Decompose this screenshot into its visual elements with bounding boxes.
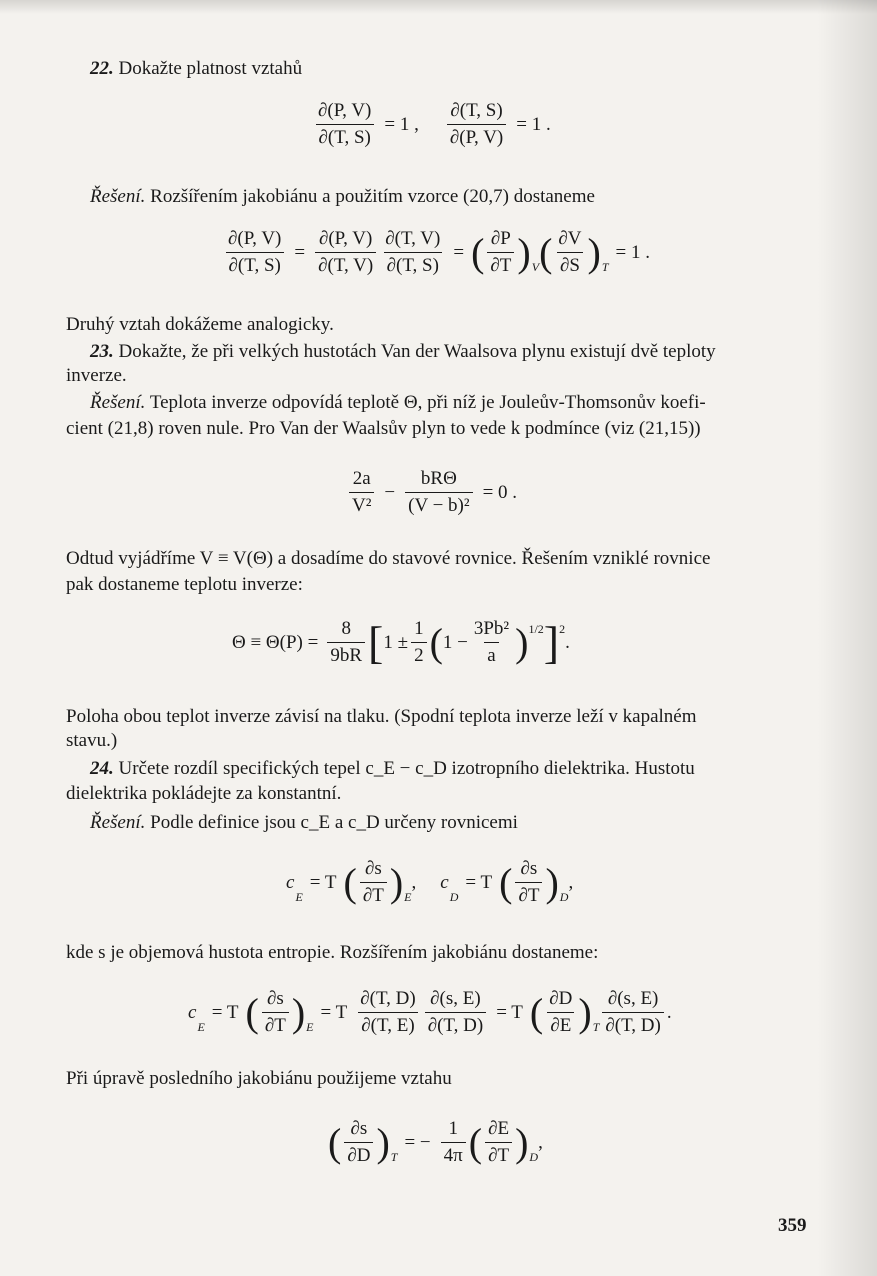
numerator: 1 [414, 618, 424, 639]
left-bracket: [ [368, 616, 384, 668]
solution-label: Řešení. [90, 186, 146, 207]
exponent: 1/2 [528, 622, 544, 636]
numerator: ∂E [488, 1118, 510, 1139]
numerator: 3Pb² [473, 618, 510, 639]
comma: , [568, 871, 574, 893]
right-paren: ) [291, 989, 306, 1035]
left-paren: ( [429, 619, 443, 665]
numerator: ∂V [558, 228, 582, 249]
right-paren: ) [376, 1119, 390, 1165]
period: . [565, 631, 570, 653]
left-paren: ( [471, 229, 485, 275]
right-paren: ) [545, 859, 559, 905]
paragraph-text: Odtud vyjádříme V ≡ V(Θ) a dosadíme do stavové rovnice. Řešením vzniklé rovnice [66, 548, 711, 569]
page-edge-shadow [817, 0, 877, 1276]
paragraph-text: Poloha obou teplot inverze závisí na tlaku. (Spodní teplota inverze leží v kapalném [66, 706, 697, 727]
equation-rhs: = 0 . [482, 481, 518, 503]
denominator: ∂T [262, 1012, 289, 1037]
fraction [349, 468, 374, 517]
numerator: ∂(s, E) [430, 988, 481, 1009]
solution-label: Řešení. [90, 812, 146, 833]
solution-text: Podle definice jsou c_E a c_D určeny rovnicemi [150, 812, 518, 833]
equation-lhs: Θ ≡ Θ(P) = [232, 631, 319, 653]
page-top-shadow [0, 0, 877, 14]
problem-24-text-cont: dielektrika pokládejte za konstantní. [66, 783, 342, 804]
left-paren: ( [529, 989, 544, 1035]
numerator: 1 [448, 1118, 458, 1139]
symbol: c [440, 871, 449, 893]
fraction [344, 1118, 373, 1167]
equation-22-2 [222, 228, 657, 277]
numerator: ∂(T, D) [360, 988, 416, 1009]
solution-text-cont: cient (21,8) roven nule. Pro Van der Waalsův plyn to vede k podmínce (viz (21,15)) [66, 418, 701, 439]
problem-24-solution [90, 812, 518, 834]
right-bracket: ] [543, 616, 560, 668]
fraction [515, 858, 542, 907]
equation-23-1 [346, 468, 524, 517]
equation-24-3 [328, 1118, 543, 1167]
equation-24-1 [286, 858, 573, 907]
problem-22-solution [90, 186, 595, 208]
problem-23-text: Dokažte, že při velkých hustotách Van der Waalsova plynu existují dvě teploty [118, 341, 716, 362]
subscript: T [601, 260, 609, 274]
denominator: ∂T [485, 1142, 512, 1167]
paragraph-text: Při úpravě posledního jakobiánu použijeme vztahu [66, 1068, 452, 1089]
subscript: V [531, 260, 540, 274]
subscript: D [449, 890, 459, 904]
denominator: ∂(P, V) [447, 124, 506, 149]
denominator: (V − b)² [405, 492, 472, 517]
numerator: ∂s [350, 1118, 368, 1139]
right-paren: ) [587, 229, 601, 275]
fraction [357, 988, 418, 1037]
numerator: ∂D [549, 988, 573, 1009]
equals-sign: = T [465, 871, 493, 893]
equals-sign: = T [496, 1001, 523, 1023]
left-paren: ( [499, 859, 513, 905]
numerator: ∂s [364, 858, 382, 879]
equation-22-1 [312, 100, 558, 149]
numerator: ∂(P, V) [318, 228, 373, 249]
fraction [471, 618, 512, 667]
comma: , [538, 1131, 543, 1153]
numerator: ∂P [490, 228, 511, 249]
fraction [425, 988, 486, 1037]
subscript: E [197, 1020, 205, 1034]
left-paren: ( [245, 989, 259, 1035]
denominator: ∂(T, S) [226, 252, 284, 277]
right-paren: ) [515, 619, 529, 665]
numerator: 8 [341, 618, 351, 639]
subscript: E [404, 890, 412, 904]
right-paren: ) [389, 859, 404, 905]
subscript: T [390, 1150, 398, 1164]
minus-sign: − [384, 481, 396, 503]
denominator: ∂(T, S) [384, 252, 442, 277]
fraction [555, 228, 584, 277]
solution-text: Rozšířením jakobiánu a použitím vzorce (20,7) dostaneme [150, 186, 595, 207]
denominator: 2 [411, 642, 427, 667]
fraction [441, 1118, 466, 1167]
denominator: a [484, 642, 498, 667]
denominator: ∂S [557, 252, 583, 277]
equation-rhs: = 1 , [384, 113, 419, 135]
fraction [411, 618, 427, 667]
numerator: ∂(P, V) [228, 228, 282, 249]
fraction [546, 988, 575, 1037]
problem-23-solution [90, 392, 706, 414]
denominator: ∂T [360, 882, 387, 907]
numerator: ∂s [266, 988, 284, 1009]
denominator: 9bR [327, 642, 365, 667]
problem-22-number: 22. [90, 58, 114, 79]
paragraph-text: stavu.) [66, 730, 118, 751]
problem-22-heading [90, 58, 302, 80]
equation-rhs: = 1 . [615, 241, 651, 263]
denominator: ∂(T, E) [358, 1012, 417, 1037]
denominator: 4π [441, 1142, 466, 1167]
left-paren: ( [328, 1119, 342, 1165]
problem-24-text: Určete rozdíl specifických tepel c_E − c_D izotropního dielektrika. Hustotu [118, 758, 695, 779]
fraction [225, 228, 284, 277]
exponent: 2 [559, 622, 566, 636]
problem-23-text-cont: inverze. [66, 365, 127, 386]
numerator: ∂s [520, 858, 538, 879]
subscript: E [295, 890, 303, 904]
right-paren: ) [517, 229, 531, 275]
numerator: ∂(P, V) [318, 100, 372, 121]
numerator: ∂(T, S) [450, 100, 503, 121]
problem-22-closing: Druhý vztah dokážeme analogicky. [66, 314, 334, 335]
denominator: ∂(T, D) [425, 1012, 486, 1037]
denominator: ∂T [487, 252, 514, 277]
term: 1 ± [383, 631, 409, 653]
right-paren: ) [515, 1119, 529, 1165]
denominator: ∂(T, V) [315, 252, 376, 277]
fraction [602, 988, 663, 1037]
problem-23-heading [90, 341, 716, 363]
solution-label: Řešení. [90, 392, 146, 413]
fraction [447, 100, 506, 149]
term: 1 − [442, 631, 468, 653]
subscript: D [529, 1150, 539, 1164]
equals-sign: = T [211, 1001, 239, 1023]
fraction [485, 1118, 512, 1167]
period: . [666, 1001, 672, 1023]
denominator: ∂(T, S) [316, 124, 374, 149]
fraction [315, 100, 374, 149]
equals-sign: = − [404, 1131, 431, 1153]
solution-text: Teplota inverze odpovídá teplotě Θ, při níž je Jouleův-Thomsonův koefi- [149, 392, 706, 413]
equals-sign: = T [320, 1001, 348, 1023]
problem-23-number: 23. [90, 341, 114, 362]
equals-sign: = [453, 241, 465, 263]
numerator: ∂(T, V) [385, 228, 441, 249]
equals-sign: = [294, 241, 306, 263]
left-paren: ( [343, 859, 357, 905]
comma: , [411, 871, 417, 893]
equation-24-2 [188, 988, 672, 1037]
page-number: 359 [778, 1215, 807, 1236]
fraction [327, 618, 365, 667]
subscript: E [306, 1020, 314, 1034]
paragraph-text: kde s je objemová hustota entropie. Rozšířením jakobiánu dostaneme: [66, 942, 599, 963]
denominator: V² [349, 492, 374, 517]
left-paren: ( [468, 1119, 483, 1165]
fraction [315, 228, 376, 277]
subscript: T [592, 1020, 600, 1034]
problem-22-text: Dokažte platnost vztahů [118, 58, 303, 79]
numerator: 2a [352, 468, 371, 489]
symbol: c [286, 871, 295, 893]
paragraph-text: pak dostaneme teplotu inverze: [66, 574, 303, 595]
problem-24-heading [90, 758, 695, 780]
equation-23-2 [232, 618, 570, 667]
equals-sign: = T [309, 871, 337, 893]
equation-rhs: = 1 . [516, 113, 551, 135]
fraction [405, 468, 472, 517]
fraction [360, 858, 387, 907]
fraction [262, 988, 289, 1037]
denominator: ∂T [515, 882, 542, 907]
denominator: ∂E [547, 1012, 574, 1037]
subscript: D [559, 890, 569, 904]
right-paren: ) [578, 989, 592, 1035]
numerator: ∂(s, E) [607, 988, 659, 1009]
denominator: ∂D [344, 1142, 373, 1167]
fraction [487, 228, 514, 277]
symbol: c [188, 1001, 197, 1023]
fraction [382, 228, 443, 277]
problem-24-number: 24. [90, 758, 114, 779]
denominator: ∂(T, D) [602, 1012, 663, 1037]
numerator: bRΘ [420, 468, 457, 489]
left-paren: ( [539, 229, 553, 275]
